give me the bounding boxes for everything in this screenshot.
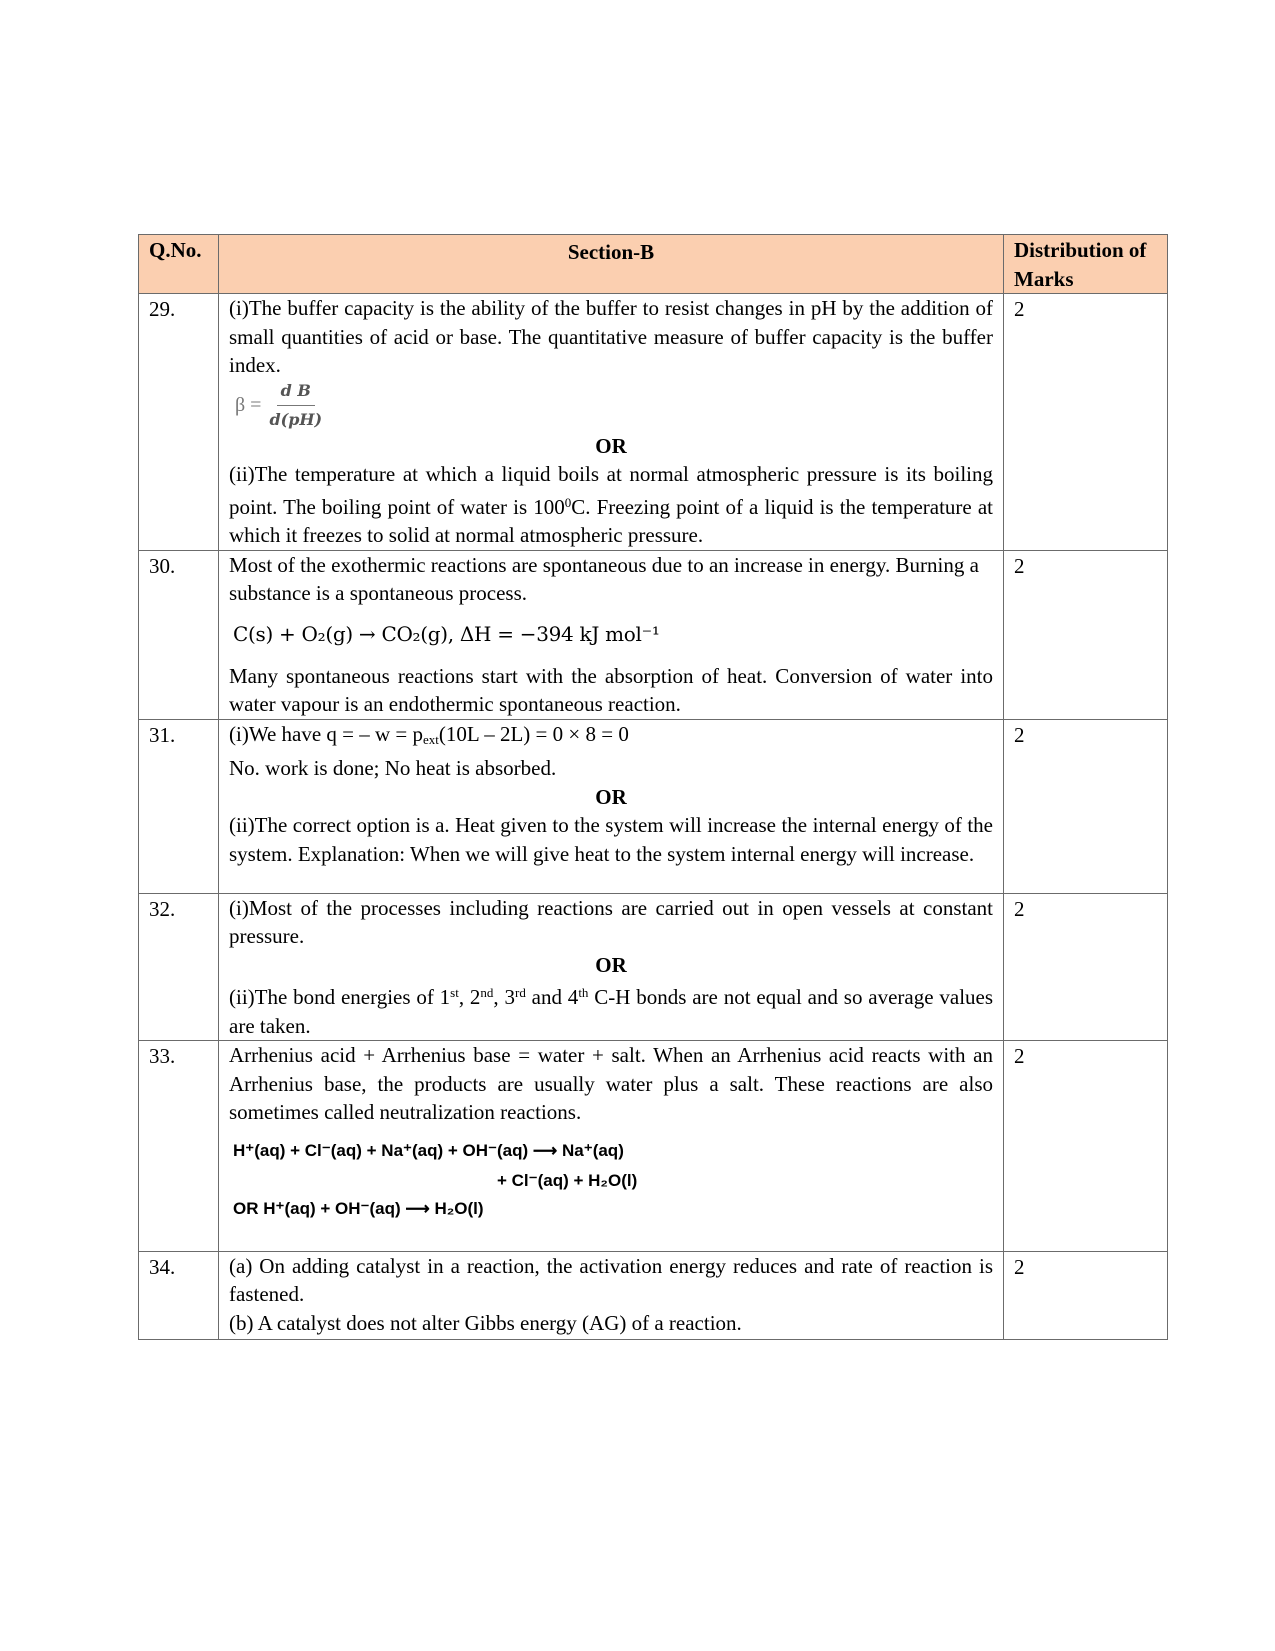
answer-text: (b) A catalyst does not alter Gibbs energy (AG) of a reaction.	[229, 1310, 742, 1335]
answer-text: (ii)The temperature at which a liquid boils at normal atmospheric pressure is its boiling point. The boiling point of water is $100^0C$. Freezing point of a liquid is the temperature at which it freezes to solid at normal atmospheric pressure.	[229, 462, 993, 547]
marks: 2	[1004, 893, 1168, 1041]
answer-text: Arrhenius acid + Arrhenius base = water + salt. When an Arrhenius acid reacts with an Arrhenius base, the products are usually water plus a salt. These reactions are also sometimes called neutralization reactions.	[229, 1043, 993, 1124]
question-number: 31.	[139, 719, 219, 893]
marks: 2	[1004, 1251, 1168, 1339]
table-row	[139, 893, 1168, 1041]
equation-line: H⁺(aq) + Cl⁻(aq) + Na⁺(aq) + OH⁻(aq) ⟶ Na⁺(aq)	[233, 1140, 624, 1160]
table-row	[139, 719, 1168, 893]
answer-cell	[219, 719, 1004, 893]
marks: 2	[1004, 719, 1168, 893]
or-separator: OR	[595, 784, 627, 809]
question-number: 30.	[139, 550, 219, 719]
formula-denominator: d(pH)	[269, 410, 323, 429]
equation-line: OR H⁺(aq) + OH⁻(aq) ⟶ H₂O(l)	[233, 1198, 484, 1218]
question-number: 34.	[139, 1251, 219, 1339]
header-marks: Distribution of Marks	[1004, 235, 1168, 294]
header-qno: Q.No.	[139, 235, 219, 294]
neutralization-equations	[233, 1133, 993, 1251]
formula-numerator: d B	[277, 377, 315, 407]
answer-text: (a) On adding catalyst in a reaction, the activation energy reduces and rate of reaction is fastened.	[229, 1253, 993, 1306]
question-number: 32.	[139, 893, 219, 1041]
combustion-equation: C(s) + O₂(g) → CO₂(g), ΔH = −394 kJ mol⁻¹	[233, 622, 660, 647]
table-row	[139, 1251, 1168, 1339]
answer-text: (i)The buffer capacity is the ability of the buffer to resist changes in pH by the addition of small quantities of acid or base. The quantitative measure of buffer capacity is the buffer index.	[229, 296, 993, 377]
answer-cell	[219, 893, 1004, 1041]
answer-text: Most of the exothermic reactions are spontaneous due to an increase in energy. Burning a substance is a spontaneous process.	[229, 552, 979, 605]
table-row	[139, 294, 1168, 551]
answer-text: No. work is done; No heat is absorbed.	[229, 756, 557, 780]
marks: 2	[1004, 1041, 1168, 1252]
header-row	[139, 235, 1168, 294]
answer-text: (i)Most of the processes including reactions are carried out in open vessels at constant pressure.	[229, 895, 993, 948]
or-separator: OR	[595, 952, 627, 977]
or-separator: OR	[595, 433, 627, 458]
answer-cell	[219, 1041, 1004, 1252]
table-row	[139, 1041, 1168, 1252]
formula-fraction	[269, 377, 322, 435]
answer-key-table	[138, 234, 1168, 1340]
formula-lhs: β =	[235, 394, 262, 417]
equation-line: + Cl⁻(aq) + H₂O(l)	[497, 1170, 638, 1190]
answer-cell	[219, 294, 1004, 551]
question-number: 33.	[139, 1041, 219, 1252]
marks: 2	[1004, 550, 1168, 719]
question-number: 29.	[139, 294, 219, 551]
marks: 2	[1004, 294, 1168, 551]
header-section: Section-B	[219, 235, 1004, 294]
answer-cell	[219, 1251, 1004, 1339]
answer-text: Many spontaneous reactions start with the absorption of heat. Conversion of water into water vapour is an endothermic spontaneous reaction.	[229, 663, 993, 716]
answer-text: (ii)The correct option is a. Heat given to the system will increase the internal energy of the system. Explanation: When we will give heat to the system internal energy will increase.	[229, 813, 993, 866]
answer-text: (ii)The bond energies of 1st, 2nd, 3rd and 4th C-H bonds are not equal and so average values are taken.	[229, 985, 994, 1038]
table-row	[139, 550, 1168, 719]
answer-text: (i)We have q = – $w = p_{ext}(10L - 2L) = 0 \times 8 = 0$	[229, 721, 629, 747]
answer-cell	[219, 550, 1004, 719]
buffer-index-formula	[235, 380, 993, 432]
